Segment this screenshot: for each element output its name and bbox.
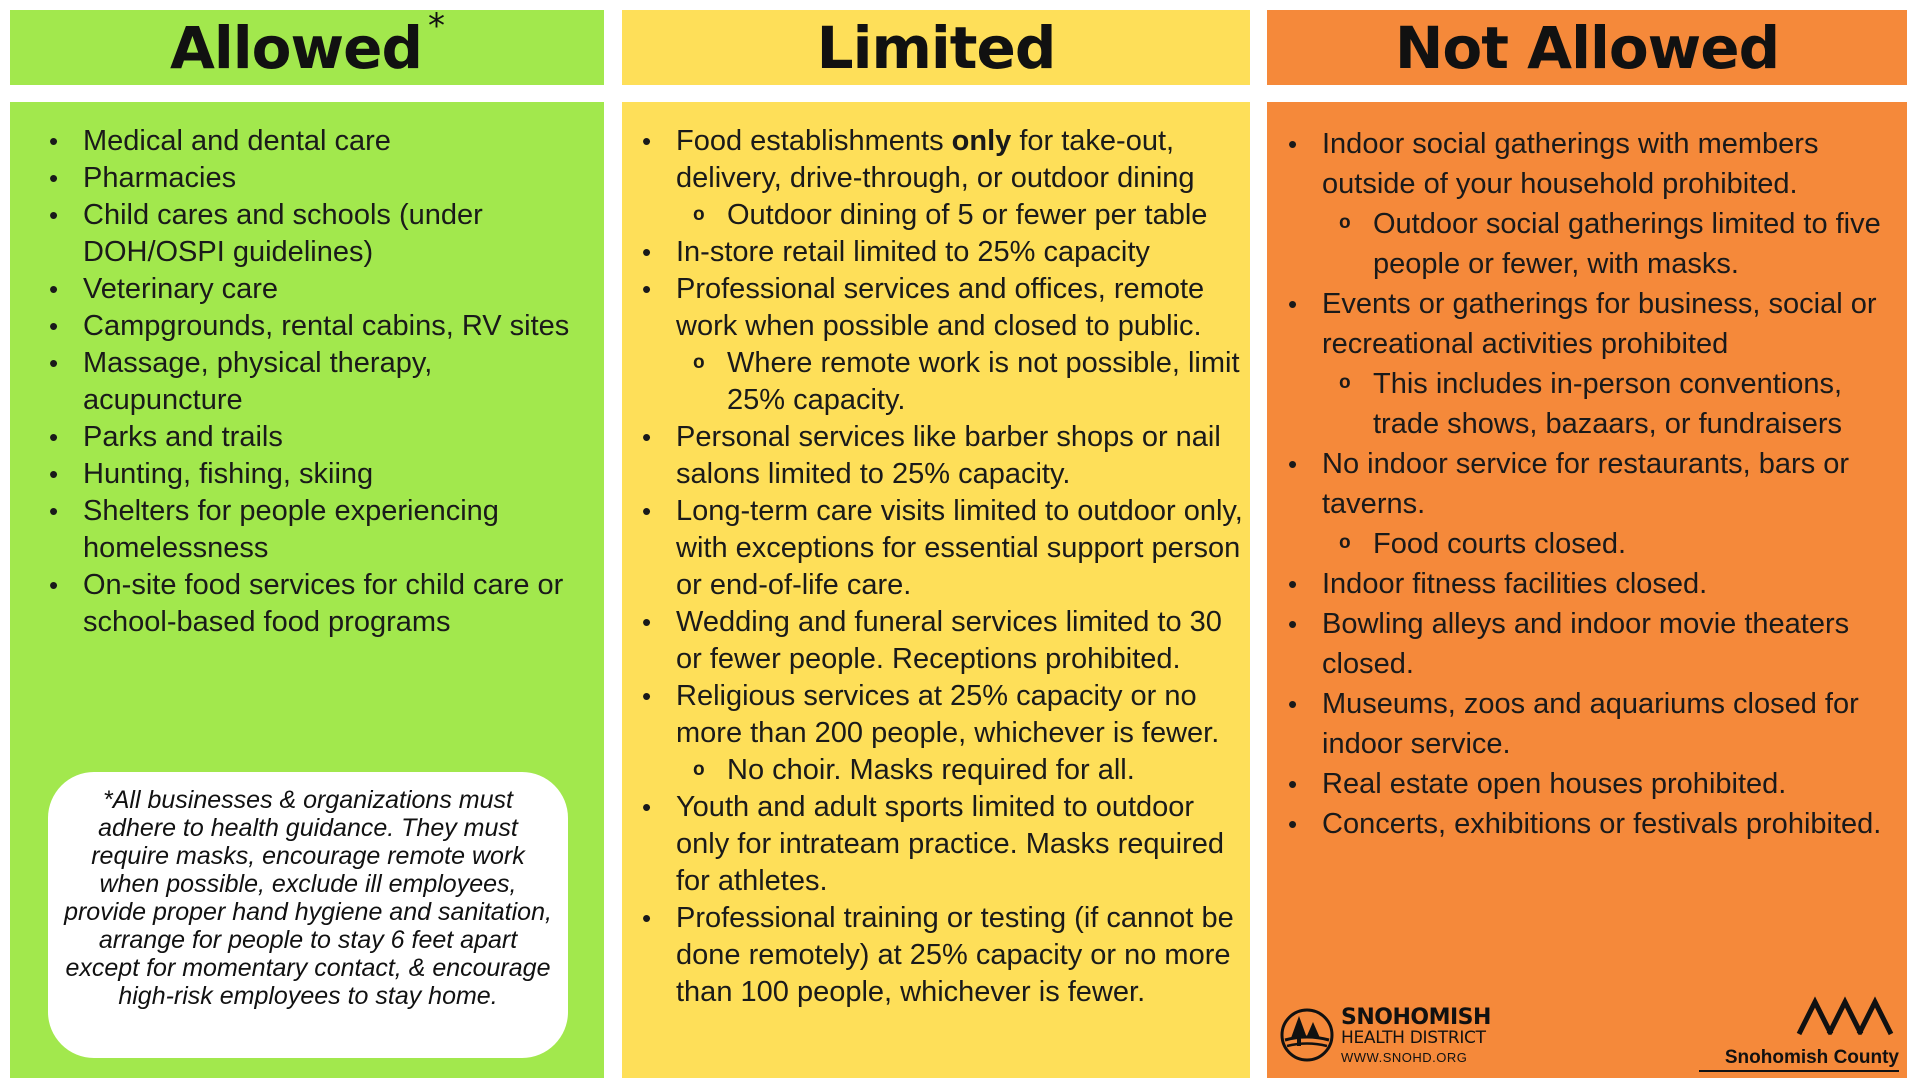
list-item bbox=[1322, 124, 1902, 284]
sub-list bbox=[1322, 364, 1902, 444]
sub-list bbox=[1322, 524, 1902, 564]
not-allowed-title: Not Allowed bbox=[1394, 13, 1780, 82]
health-district-url: WWW.SNOHD.ORG bbox=[1341, 1049, 1468, 1065]
limited-title: Limited bbox=[816, 13, 1056, 82]
list-item: • Parks and trails bbox=[83, 419, 593, 456]
item-text: Professional services and offices, remote work when possible and closed to public. bbox=[676, 273, 1205, 342]
list-item: • Hunting, fishing, skiing bbox=[83, 456, 593, 493]
county-name: Snohomish County bbox=[1699, 1047, 1899, 1072]
emphasis-text: only bbox=[951, 125, 1012, 157]
item-text: Events or gatherings for business, social or recreational activities prohibited bbox=[1322, 288, 1877, 360]
item-text: for take-out, delivery, drive-through, or outdoor dining bbox=[676, 125, 1195, 194]
allowed-header bbox=[10, 5, 604, 85]
list-item bbox=[676, 271, 1246, 419]
not-allowed-list bbox=[1322, 124, 1902, 844]
sub-list bbox=[676, 752, 1246, 789]
list-item: • On-site food services for child care or school-based food programs bbox=[83, 567, 593, 641]
county-mountains-icon bbox=[1795, 994, 1899, 1040]
sub-list-item: o Food courts closed. bbox=[1373, 524, 1902, 564]
limited-header bbox=[622, 10, 1250, 85]
sub-list-item: o This includes in-person conventions, trade shows, bazaars, or fundraisers bbox=[1373, 364, 1902, 444]
item-text: Food establishments bbox=[676, 125, 952, 157]
allowed-list bbox=[83, 123, 593, 641]
list-item: • In-store retail limited to 25% capacity bbox=[676, 234, 1246, 271]
not-allowed-column bbox=[1267, 102, 1907, 1078]
county-logo bbox=[1699, 994, 1899, 1074]
sub-list-item: o Outdoor social gatherings limited to five people or fewer, with masks. bbox=[1373, 204, 1902, 284]
list-item: • Campgrounds, rental cabins, RV sites bbox=[83, 308, 593, 345]
list-item: • Youth and adult sports limited to outdoor only for intrateam practice. Masks required for athletes. bbox=[676, 789, 1246, 900]
item-text: Indoor social gatherings with members outside of your household prohibited. bbox=[1322, 128, 1819, 200]
list-item: • Concerts, exhibitions or festivals prohibited. bbox=[1322, 804, 1902, 844]
asterisk-mark: * bbox=[427, 5, 444, 46]
list-item: • Bowling alleys and indoor movie theaters closed. bbox=[1322, 604, 1902, 684]
list-item: • Massage, physical therapy, acupuncture bbox=[83, 345, 593, 419]
list-item bbox=[1322, 444, 1902, 564]
list-item: • Wedding and funeral services limited to 30 or fewer people. Receptions prohibited. bbox=[676, 604, 1246, 678]
sub-list bbox=[676, 197, 1246, 234]
list-item bbox=[1322, 284, 1902, 444]
list-item: • Child cares and schools (under DOH/OSPI guidelines) bbox=[83, 197, 593, 271]
list-item bbox=[676, 123, 1246, 234]
health-district-logo bbox=[1279, 1000, 1489, 1070]
sub-list-item: o Where remote work is not possible, limit 25% capacity. bbox=[727, 345, 1246, 419]
list-item: • Professional training or testing (if cannot be done remotely) at 25% capacity or no more than 100 people, whichever is fewer. bbox=[676, 900, 1246, 1011]
allowed-column bbox=[10, 102, 604, 1078]
item-text: Religious services at 25% capacity or no more than 200 people, whichever is fewer. bbox=[676, 680, 1220, 749]
list-item: • Shelters for people experiencing homelessness bbox=[83, 493, 593, 567]
list-item: • Personal services like barber shops or nail salons limited to 25% capacity. bbox=[676, 419, 1246, 493]
list-item: • Pharmacies bbox=[83, 160, 593, 197]
sub-list bbox=[1322, 204, 1902, 284]
health-district-line2: HEALTH DISTRICT bbox=[1341, 1027, 1486, 1048]
sub-list-item: o Outdoor dining of 5 or fewer per table bbox=[727, 197, 1246, 234]
list-item bbox=[676, 678, 1246, 789]
list-item: • Veterinary care bbox=[83, 271, 593, 308]
allowed-title: Allowed bbox=[170, 13, 422, 82]
limited-column bbox=[622, 102, 1250, 1078]
list-item: • Medical and dental care bbox=[83, 123, 593, 160]
list-item: • Indoor fitness facilities closed. bbox=[1322, 564, 1902, 604]
list-item: • Real estate open houses prohibited. bbox=[1322, 764, 1902, 804]
sub-list-item: o No choir. Masks required for all. bbox=[727, 752, 1246, 789]
health-district-line1: SNOHOMISH bbox=[1341, 1004, 1491, 1030]
guidance-note: *All businesses & organizations must adhere to health guidance. They must require masks, encourage remote work when possible, exclude ill employees, provide proper hand hygiene and sanitation, arrange for people to stay 6 feet apart except for momentary contact, & encourage high-risk employees to stay home. bbox=[48, 772, 568, 1058]
limited-list bbox=[676, 123, 1246, 1011]
list-item: • Museums, zoos and aquariums closed for indoor service. bbox=[1322, 684, 1902, 764]
not-allowed-header bbox=[1267, 10, 1907, 85]
sub-list bbox=[676, 345, 1246, 419]
item-text: No indoor service for restaurants, bars or taverns. bbox=[1322, 448, 1850, 520]
health-district-emblem-icon bbox=[1279, 1004, 1335, 1066]
list-item: • Long-term care visits limited to outdoor only, with exceptions for essential support person or end-of-life care. bbox=[676, 493, 1246, 604]
